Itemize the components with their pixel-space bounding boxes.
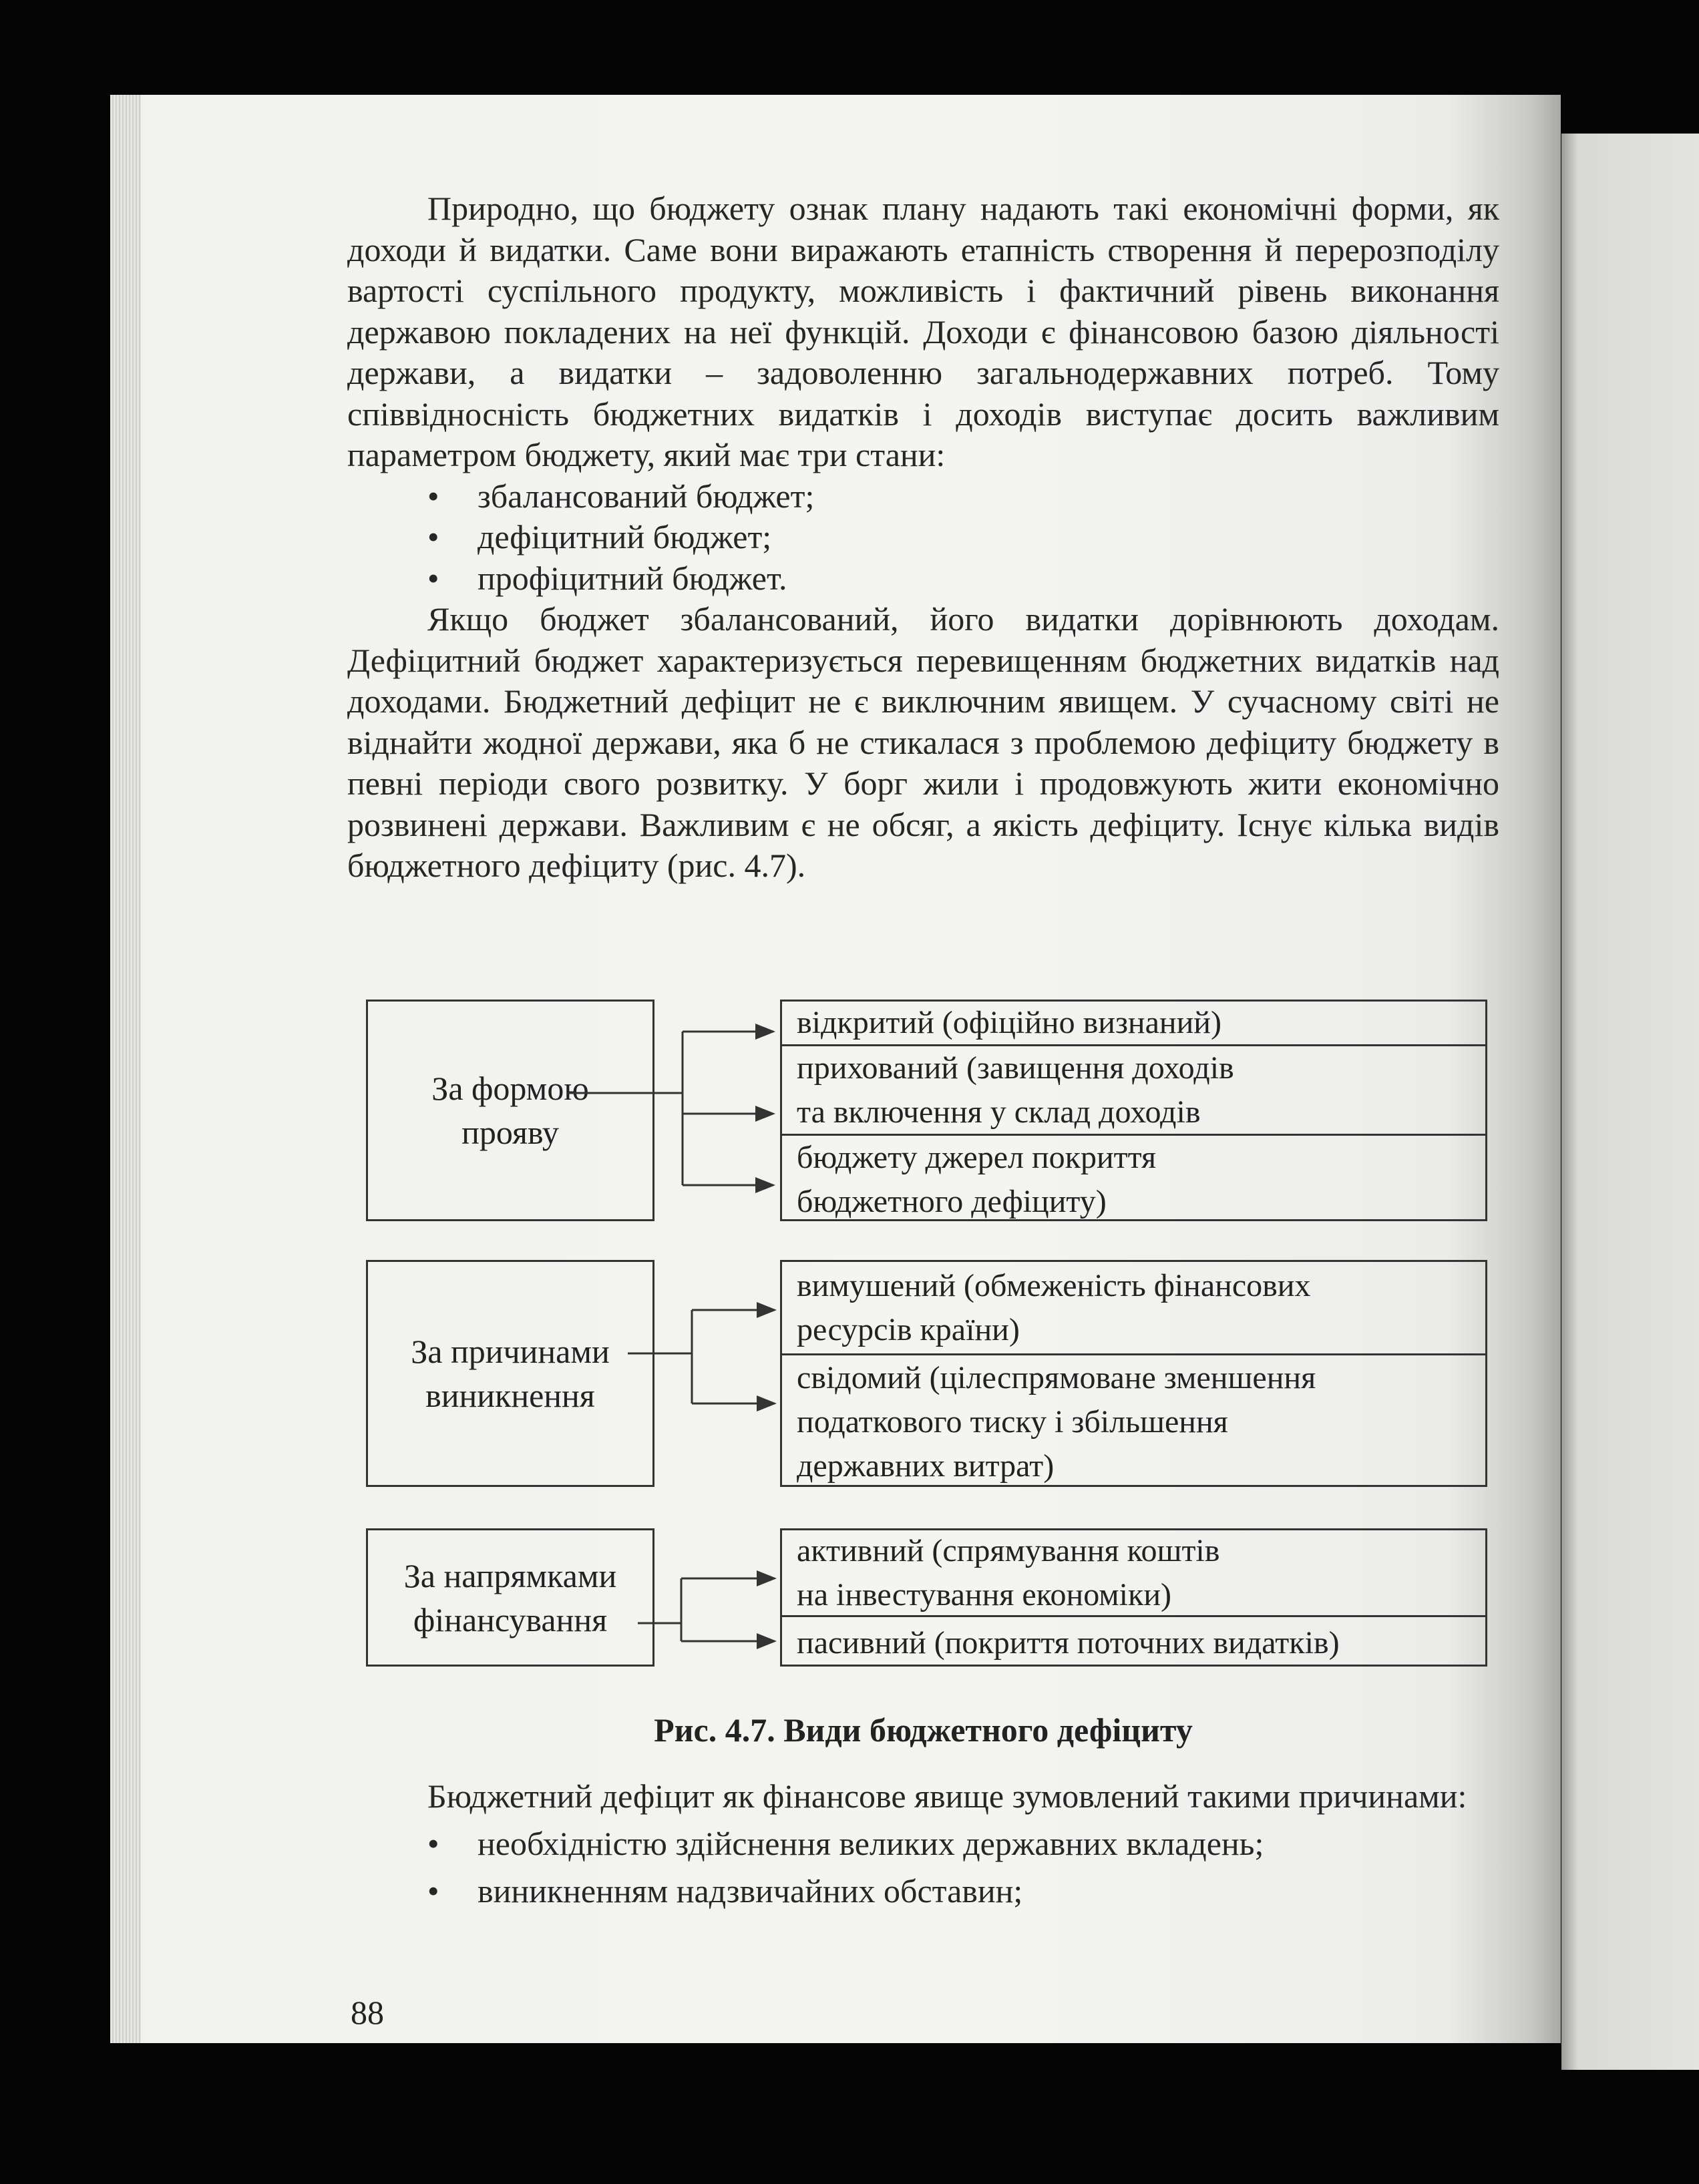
body-text-bottom [347,1773,1499,1915]
figure-caption: Рис. 4.7. Види бюджетного дефіциту [654,1711,1193,1749]
type-active: активний (спрямування коштів на інвестування економіки) [782,1530,1485,1617]
list-item: • профіцитний бюджет. [347,558,1499,600]
type-hidden-cont: бюджету джерел покриття бюджетного дефіциту) [797,1139,1157,1219]
list-item: • дефіцитний бюджет; [347,517,1499,558]
type-forced: вимушений (обмеженість фінансових ресурсів країни) [782,1262,1485,1355]
connector-causes [628,1310,692,1403]
category-label: За причинами [411,1333,610,1370]
category-label: За формою [431,1070,589,1107]
bullet-icon: • [427,559,439,597]
list-item: • необхідністю здійснення великих державних вкладень; [347,1820,1499,1868]
type-hidden: прихований (завищення доходів та включення у склад доходів [782,1046,1485,1136]
intro-paragraph: Природно, що бюджету ознак плану надають такі економічні форми, як доходи й видатки. Саме вони виражають етапність створення й перерозподілу вартості суспільного продукту, можливість і фактичний рівень виконання державою покладених на неї функцій. Доходи є фінансовою базою діяльності держави, а видатки – задоволенню загальнодержавних потреб. Тому співвідносність бюджетних видатків і доходів виступає досить важливим параметром бюджету, який має три стани: [347,190,1499,473]
bullet-icon: • [427,477,439,515]
bullet-icon: • [427,1872,439,1910]
category-label: прояву [461,1114,559,1151]
type-open: відкритий (офіційно визнаний) [782,1002,1485,1046]
list-item: • виникненням надзвичайних обставин; [347,1868,1499,1915]
connector-form [568,1032,773,1185]
third-paragraph: Бюджетний дефіцит як фінансове явище зумовлений такими причинами: [427,1777,1467,1815]
list-item: • збалансований бюджет; [347,476,1499,517]
category-label: фінансування [413,1600,608,1639]
bullet-icon: • [427,1825,439,1862]
category-label: За напрямками [403,1556,617,1594]
connector-financing [638,1578,681,1641]
category-label: виникнення [425,1377,595,1414]
second-paragraph: Якщо бюджет збалансований, його видатки дорівнюють доходам. Дефіцитний бюджет характеризується перевищенням бюджетних видатків над доходами. Бюджетний дефіцит не є виключним явищем. У сучасному світі не віднайти жодної держави, яка б не стикалася з проблемою дефіциту бюджету в певні періоди свого розвитку. У борг жили і продовжують жити економічно розвинені держави. Важливим є не обсяг, а якість дефіциту. Існує кілька видів бюджетного дефіциту (рис. 4.7). [347,600,1499,884]
type-passive: пасивний (покриття поточних видатків) [797,1624,1340,1661]
type-deliberate: свідомий (цілеспрямоване зменшення податкового тиску і збільшення державних витрат) [797,1360,1316,1484]
page-number: 88 [351,1994,384,2031]
bullet-icon: • [427,518,439,556]
